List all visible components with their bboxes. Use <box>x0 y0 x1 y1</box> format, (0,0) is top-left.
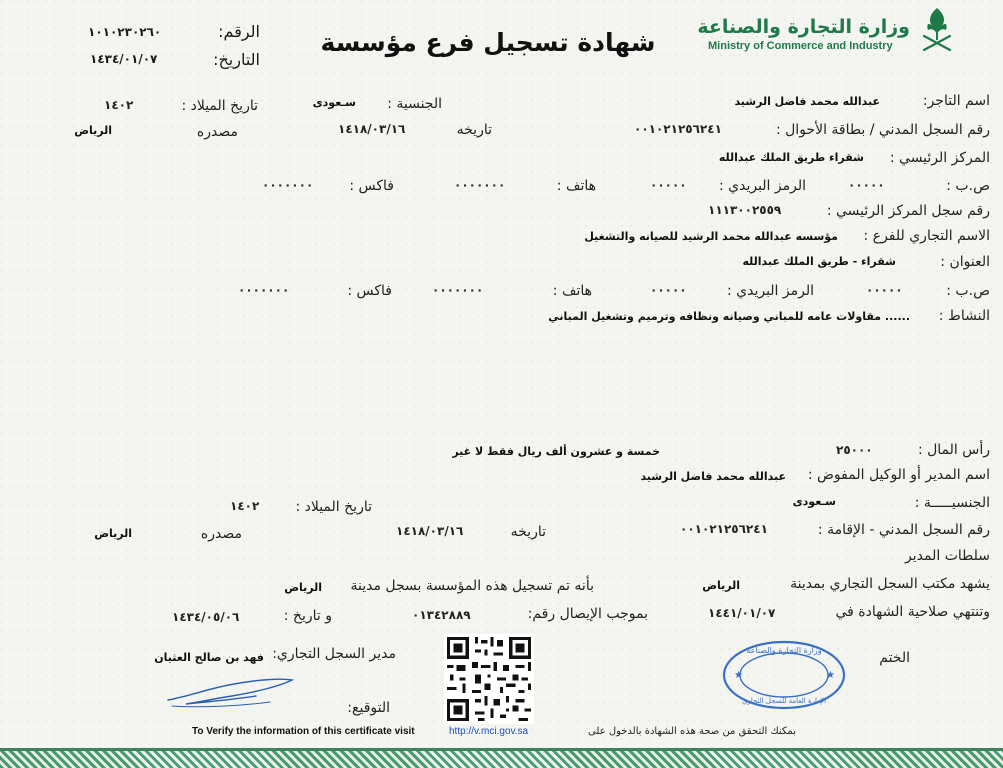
merchant-nationality-value: سـعودى <box>312 96 356 109</box>
stamp-text-bottom: الإدارة العامة للسجل التجاري <box>741 697 827 705</box>
certificate-title: شهادة تسجيل فرع مؤسسة <box>320 28 656 57</box>
branch-fax-label: فاكس : <box>347 283 392 299</box>
qr-code-icon <box>444 634 534 724</box>
merchant-civil-date-value: ١٤١٨/٠٣/١٦ <box>338 122 406 136</box>
manager-civil-value: ٠٠١٠٢١٢٥٦٢٤١ <box>680 522 768 536</box>
hq-phone-value: ٠٠٠٠٠٠٠ <box>454 178 506 192</box>
branch-po-label: ص.ب : <box>946 283 990 299</box>
number-value: ١٠١٠٢٣٠٢٦٠ <box>88 25 162 39</box>
branch-phone-label: هاتف : <box>552 283 592 299</box>
manager-source-label: مصدره <box>200 526 242 542</box>
official-stamp-icon <box>722 640 846 710</box>
merchant-source-value: الرياض <box>74 124 112 137</box>
saudi-emblem-icon <box>920 6 954 56</box>
verify-url-link[interactable]: http://v.mci.gov.sa <box>449 726 529 737</box>
attest-line1-a: يشهد مكتب السجل التجاري بمدينة <box>790 576 990 592</box>
merchant-birthdate-value: ١٤٠٢ <box>104 98 134 112</box>
branch-po-value: ٠٠٠٠٠ <box>866 283 903 297</box>
stamp-text-top: وزارة التجارة والصناعة <box>746 646 822 655</box>
hq-fax-label: فاكس : <box>349 178 394 194</box>
hq-reg-label: رقم سجل المركز الرئيسي : <box>826 203 990 219</box>
hq-po-value: ٠٠٠٠٠ <box>848 178 885 192</box>
attest-city: الرياض <box>702 579 740 592</box>
hq-po-label: ص.ب : <box>946 178 990 194</box>
hq-phone-label: هاتف : <box>556 178 596 194</box>
expiry-value: ١٤٤١/٠١/٠٧ <box>708 606 776 620</box>
director-label: مدير السجل التجاري: <box>272 646 396 662</box>
branch-trade-name-value: مؤسسه عبدالله محمد الرشيد للصيانه والتشغيل <box>584 230 838 243</box>
manager-nationality-label: الجنسيـــــة : <box>914 495 990 511</box>
expiry-label: وتنتهي صلاحية الشهادة في <box>835 604 990 620</box>
manager-civil-label: رقم السجل المدني - الإقامة : <box>817 522 990 538</box>
manager-birthdate-label: تاريخ الميلاد : <box>295 499 372 515</box>
attest-line1-b: بأنه تم تسجيل هذه المؤسسة بسجل مدينة <box>350 578 594 594</box>
merchant-name-label: اسم التاجر: <box>922 93 990 109</box>
manager-civil-date-value: ١٤١٨/٠٣/١٦ <box>396 524 464 538</box>
receipt-label: بموجب الإيصال رقم: <box>527 606 648 622</box>
hq-zip-label: الرمز البريدي : <box>718 178 806 194</box>
branch-zip-label: الرمز البريدي : <box>726 283 814 299</box>
receipt-date-value: ١٤٣٤/٠٥/٠٦ <box>172 610 240 624</box>
branch-trade-name-label: الاسم التجاري للفرع : <box>863 228 990 244</box>
merchant-birthdate-label: تاريخ الميلاد : <box>181 98 258 114</box>
attest-city2: الرياض <box>284 581 322 594</box>
manager-powers-label: سلطات المدير <box>905 548 990 564</box>
hq-center-value: شقراء طريق الملك عبدالله <box>718 151 864 164</box>
svg-text:★: ★ <box>734 670 743 681</box>
merchant-civil-date-label: تاريخه <box>456 122 492 138</box>
branch-zip-value: ٠٠٠٠٠ <box>650 283 687 297</box>
verify-en: To Verify the information of this certificate visit <box>192 726 415 737</box>
capital-label: رأس المال : <box>917 442 990 458</box>
receipt-value: ٠١٣٤٢٨٨٩ <box>412 608 471 622</box>
hq-zip-value: ٠٠٠٠٠ <box>650 178 687 192</box>
hq-reg-value: ١١١٣٠٠٢٥٥٩ <box>708 203 782 217</box>
stamp-label: الختم <box>879 650 910 666</box>
signature-label: التوقيع: <box>347 700 390 716</box>
branch-phone-value: ٠٠٠٠٠٠٠ <box>432 283 484 297</box>
capital-words: خمسة و عشرون ألف ريال فقط لا غير <box>452 445 660 458</box>
svg-text:★: ★ <box>826 670 835 681</box>
manager-name-label: اسم المدير أو الوكيل المفوض : <box>807 467 990 483</box>
director-name: فهد بن صالح العثيان <box>154 651 264 664</box>
manager-civil-date-label: تاريخه <box>510 524 546 540</box>
verify-ar: بمكنك التحقق من صحة هذه الشهادة بالدخول على <box>588 726 796 737</box>
merchant-name-value: عبدالله محمد فاضل الرشيد <box>734 95 880 108</box>
merchant-civil-value: ٠٠١٠٢١٢٥٦٢٤١ <box>634 122 722 136</box>
branch-activity-label: النشاط : <box>938 308 990 324</box>
manager-name-value: عبدالله محمد فاضل الرشيد <box>640 470 786 483</box>
ministry-name-ar: وزارة التجارة والصناعة <box>697 16 910 38</box>
date-value: ١٤٣٤/٠١/٠٧ <box>90 52 158 66</box>
signature-icon <box>160 666 300 714</box>
manager-nationality-value: سـعودى <box>792 495 836 508</box>
branch-address-value: شقراء - طريق الملك عبدالله <box>742 255 896 268</box>
hq-fax-value: ٠٠٠٠٠٠٠ <box>262 178 314 192</box>
ministry-name-en: Ministry of Commerce and Industry <box>708 40 893 52</box>
capital-value: ٢٥٠٠٠ <box>836 443 873 457</box>
branch-fax-value: ٠٠٠٠٠٠٠ <box>238 283 290 297</box>
decorative-border <box>0 748 1003 768</box>
date-label: التاريخ: <box>213 50 260 69</box>
receipt-date-label: و تاريخ : <box>283 608 332 624</box>
branch-address-label: العنوان : <box>940 254 990 270</box>
manager-source-value: الرياض <box>94 527 132 540</box>
manager-birthdate-value: ١٤٠٢ <box>230 499 260 513</box>
merchant-source-label: مصدره <box>196 124 238 140</box>
merchant-nationality-label: الجنسية : <box>387 96 442 112</box>
number-label: الرقم: <box>218 22 260 41</box>
hq-center-label: المركز الرئيسي : <box>889 150 990 166</box>
merchant-civil-label: رقم السجل المدني / بطاقة الأحوال : <box>775 122 990 138</box>
branch-activity-value: ...... مقاولات عامه للمباني وصيانه ونظافه وترميم وتشغيل المباني <box>548 310 910 323</box>
